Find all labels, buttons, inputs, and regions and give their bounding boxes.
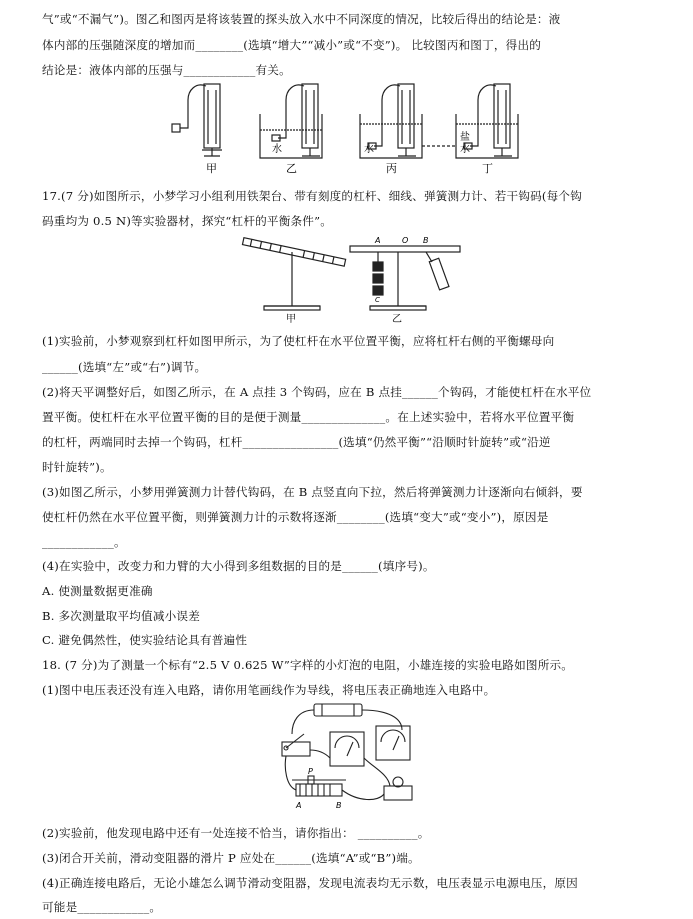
salt-label: 水	[460, 144, 470, 155]
pressure-gauge-figure	[168, 80, 538, 180]
option-line: A. 使测量数据更准确	[42, 584, 153, 598]
point-label: O	[402, 236, 409, 245]
text-line: 体内部的压强随深度的增加而________(选填“增大”“减小”或“不变”)。 比较图丙和图丁，得出的	[42, 38, 542, 52]
text-line: (4)正确连接电路后，无论小雄怎么调节滑动变阻器，发现电流表均无示数，电压表显示电源电压，原因	[42, 876, 578, 890]
text-line: (4)在实验中，改变力和力臂的大小得到多组数据的目的是______(填序号)。	[42, 559, 435, 573]
point-label: P	[308, 767, 313, 776]
text-line: (1)图中电压表还没有连入电路，请你用笔画线作为导线，将电压表正确地连入电路中。	[42, 683, 496, 697]
text-line: 时针旋转”)。	[42, 460, 112, 474]
lever-figure	[236, 232, 472, 324]
water-label: 水	[364, 144, 374, 155]
text-line: 18. (7 分)为了测量一个标有“2.5 V 0.625 W”字样的小灯泡的电阻，小雄连接的实验电路如图所示。	[42, 658, 574, 672]
circuit-figure	[278, 698, 422, 818]
text-line: 结论是：液体内部的压强与____________有关。	[42, 63, 291, 77]
text-line: (3)如图乙所示，小梦用弹簧测力计替代钩码，在 B 点竖直向下拉，然后将弹簧测力计逐渐向右倾斜，要	[42, 485, 583, 499]
fig-label: 丁	[482, 162, 493, 175]
fig-label: 甲	[206, 162, 217, 175]
text-line: 17.(7 分)如图所示，小梦学习小组利用铁架台、带有刻度的杠杆、细线、弹簧测力计、若干钩码(每个钩	[42, 189, 583, 203]
text-line: (3)闭合开关前，滑动变阻器的滑片 P 应处在______(选填“A”或“B”)端。	[42, 851, 420, 865]
text-line: 置平衡。使杠杆在水平位置平衡的目的是便于测量______________。在上述实验中，若将水平位置平衡	[42, 410, 575, 424]
water-label: 水	[272, 144, 282, 155]
fig-label: 乙	[392, 314, 402, 324]
text-line: 可能是____________。	[42, 900, 162, 914]
text-line: 码重均为 0.5 N)等实验器材，探究“杠杆的平衡条件”。	[42, 214, 333, 228]
text-line: (2)将天平调整好后，如图乙所示，在 A 点挂 3 个钩码，应在 B 点挂______个钩码，才能使杠杆在水平位	[42, 385, 592, 399]
fig-label: 甲	[286, 314, 296, 324]
point-label: B	[423, 236, 429, 245]
text-line: ____________。	[42, 535, 126, 549]
text-line: 气”或“不漏气”)。图乙和图丙是将该装置的探头放入水中不同深度的情况，比较后得出的结论是：液	[42, 12, 561, 26]
salt-label: 盐	[460, 132, 470, 143]
fig-label: 乙	[286, 162, 297, 175]
text-line: ______(选填“左”或“右”)调节。	[42, 360, 207, 374]
point-label: A	[375, 236, 381, 245]
option-line: B. 多次测量取平均值减小误差	[42, 609, 201, 623]
point-label: A	[296, 801, 302, 810]
text-line: (1)实验前，小梦观察到杠杆如图甲所示，为了使杠杆在水平位置平衡，应将杠杆右侧的平衡螺母向	[42, 334, 555, 348]
option-line: C. 避免偶然性，使实验结论具有普遍性	[42, 633, 248, 647]
text-line: 使杠杆仍然在水平位置平衡，则弹簧测力计的示数将逐渐________(选填“变大”或“变小”)，原因是	[42, 510, 549, 524]
text-line: (2)实验前，他发现电路中还有一处连接不恰当，请你指出： __________。	[42, 826, 430, 840]
point-label: B	[336, 801, 342, 810]
text-line: 的杠杆，两端同时去掉一个钩码，杠杆________________(选填“仍然平衡”“沿顺时针旋转”或“沿逆	[42, 435, 551, 449]
point-label: C	[375, 296, 380, 304]
fig-label: 丙	[386, 162, 397, 175]
